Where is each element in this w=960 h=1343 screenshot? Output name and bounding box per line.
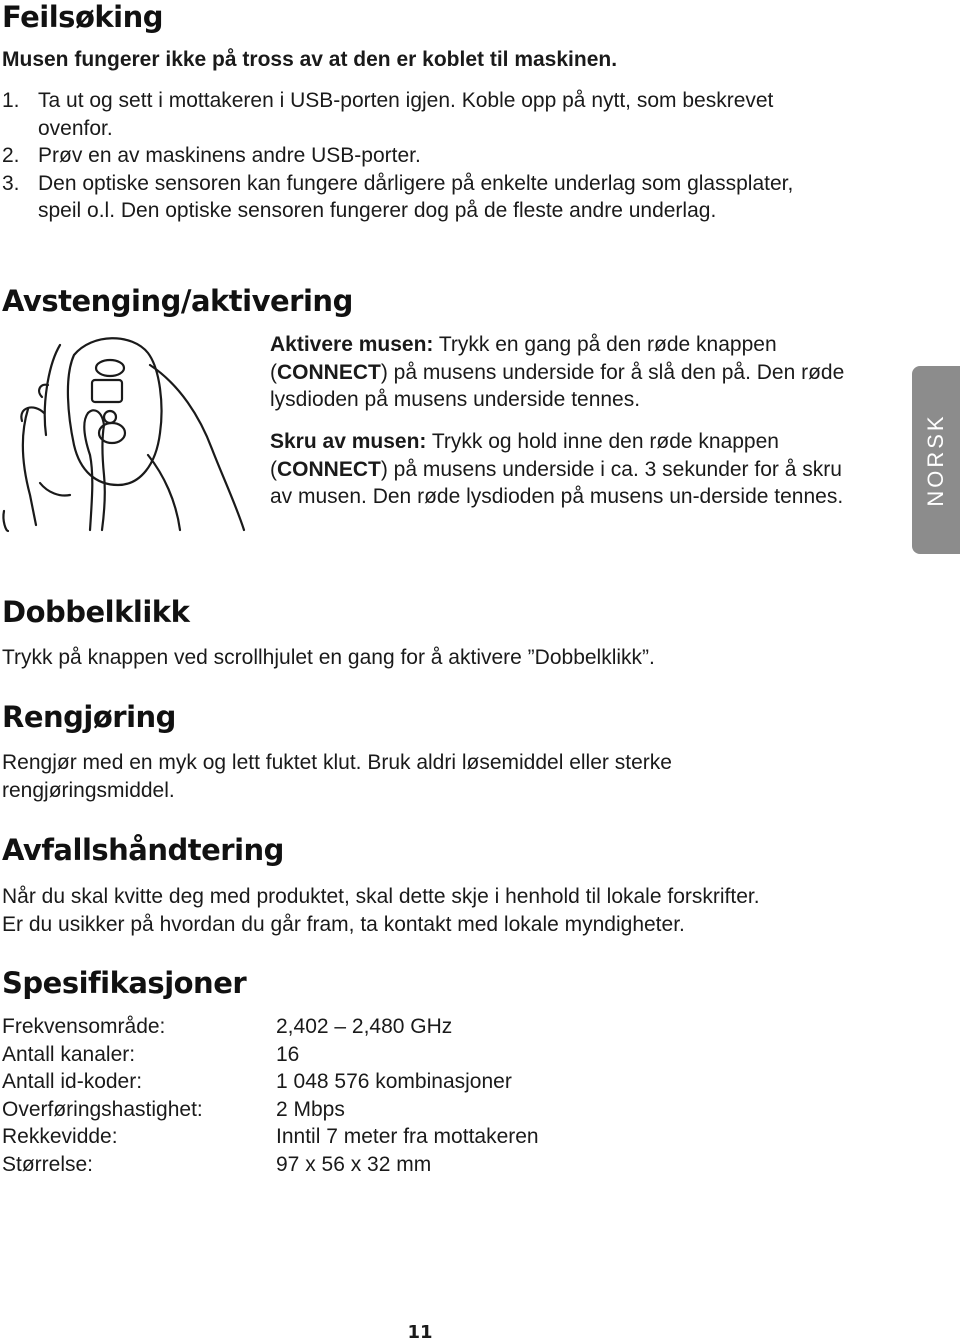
table-row [2,1013,539,1041]
heading-troubleshooting: Feilsøking [2,0,163,34]
table-row [2,1151,539,1179]
heading-disposal: Avfallshåndtering [2,833,284,867]
connect-label: CONNECT [277,360,381,384]
deactivate-text: Trykk og hold inne den røde knappen ( [270,430,779,481]
spec-value: 16 [276,1042,300,1066]
page-number: 11 [407,1322,433,1343]
step-number: 2. [2,144,20,167]
disposal-line-2: Er du usikker på hvordan du går fram, ta kontakt med lokale myndigheter. [2,912,685,936]
step-number: 3. [2,171,20,195]
spec-label: Rekkevidde: [2,1125,118,1148]
list-item [2,87,822,142]
mouse-hand-illustration [0,325,250,535]
troubleshooting-intro: Musen fungerer ikke på tross av at den er koblet til maskinen. [2,48,618,71]
deactivate-instructions [270,428,850,511]
spec-label: Overføringshastighet: [2,1097,203,1121]
deactivate-text: ) på musens underside i ca. 3 sekunder for å skru av musen. Den røde lysdioden på musens un-derside tennes. [270,457,844,508]
table-row [2,1068,539,1096]
spec-value: 97 x 56 x 32 mm [276,1152,432,1176]
deactivate-label: Skru av musen: [270,430,427,453]
connect-label: CONNECT [277,457,381,481]
heading-doubleclick: Dobbelklikk [2,595,190,629]
heading-onoff: Avstenging/aktivering [2,284,353,318]
language-tab [912,366,960,554]
table-row [2,1123,539,1151]
spec-label: Antall id-koder: [2,1070,143,1093]
step-text: Den optiske sensoren kan fungere dårligere på enkelte underlag som glassplater, speil o.l. Den optiske sensoren fungerer dog på de fleste andre underlag. [38,171,794,222]
activate-text: ) på musens underside for å slå den på. Den røde lysdioden på musens underside tennes. [270,360,845,411]
language-tab-label: NORSK [923,413,948,507]
doubleclick-text: Trykk på knappen ved scrollhjulet en gang for å aktivere ”Dobbelklikk”. [2,646,655,669]
table-row [2,1096,539,1124]
specifications-table [2,1013,539,1178]
spec-value: 2 Mbps [276,1097,345,1121]
step-text: Prøv en av maskinens andre USB-porter. [38,144,421,167]
troubleshooting-steps [2,87,822,225]
heading-specifications: Spesifikasjoner [2,966,247,1000]
table-row [2,1041,539,1069]
spec-value: 1 048 576 kombinasjoner [276,1070,512,1093]
spec-value: Inntil 7 meter fra mottakeren [276,1125,539,1148]
list-item [2,142,822,170]
disposal-line-1: Når du skal kvitte deg med produktet, skal dette skje i henhold til lokale forskrifter. [2,885,760,908]
spec-value: 2,402 – 2,480 GHz [276,1015,453,1038]
activate-instructions [270,331,850,414]
activate-label: Aktivere musen: [270,333,434,356]
spec-label: Størrelse: [2,1152,94,1176]
step-text: Ta ut og sett i mottakeren i USB-porten igjen. Koble opp på nytt, som beskrevet ovenfor. [38,89,774,140]
activate-text: Trykk en gang på den røde knappen ( [270,333,777,384]
spec-label: Frekvensområde: [2,1015,166,1038]
spec-label: Antall kanaler: [2,1042,136,1066]
step-number: 1. [2,89,20,112]
disposal-text [2,883,902,938]
list-item [2,170,822,225]
cleaning-text: Rengjør med en myk og lett fuktet klut. Bruk aldri løsemiddel eller sterke rengjøringsmiddel. [2,751,672,802]
heading-cleaning: Rengjøring [2,700,176,734]
